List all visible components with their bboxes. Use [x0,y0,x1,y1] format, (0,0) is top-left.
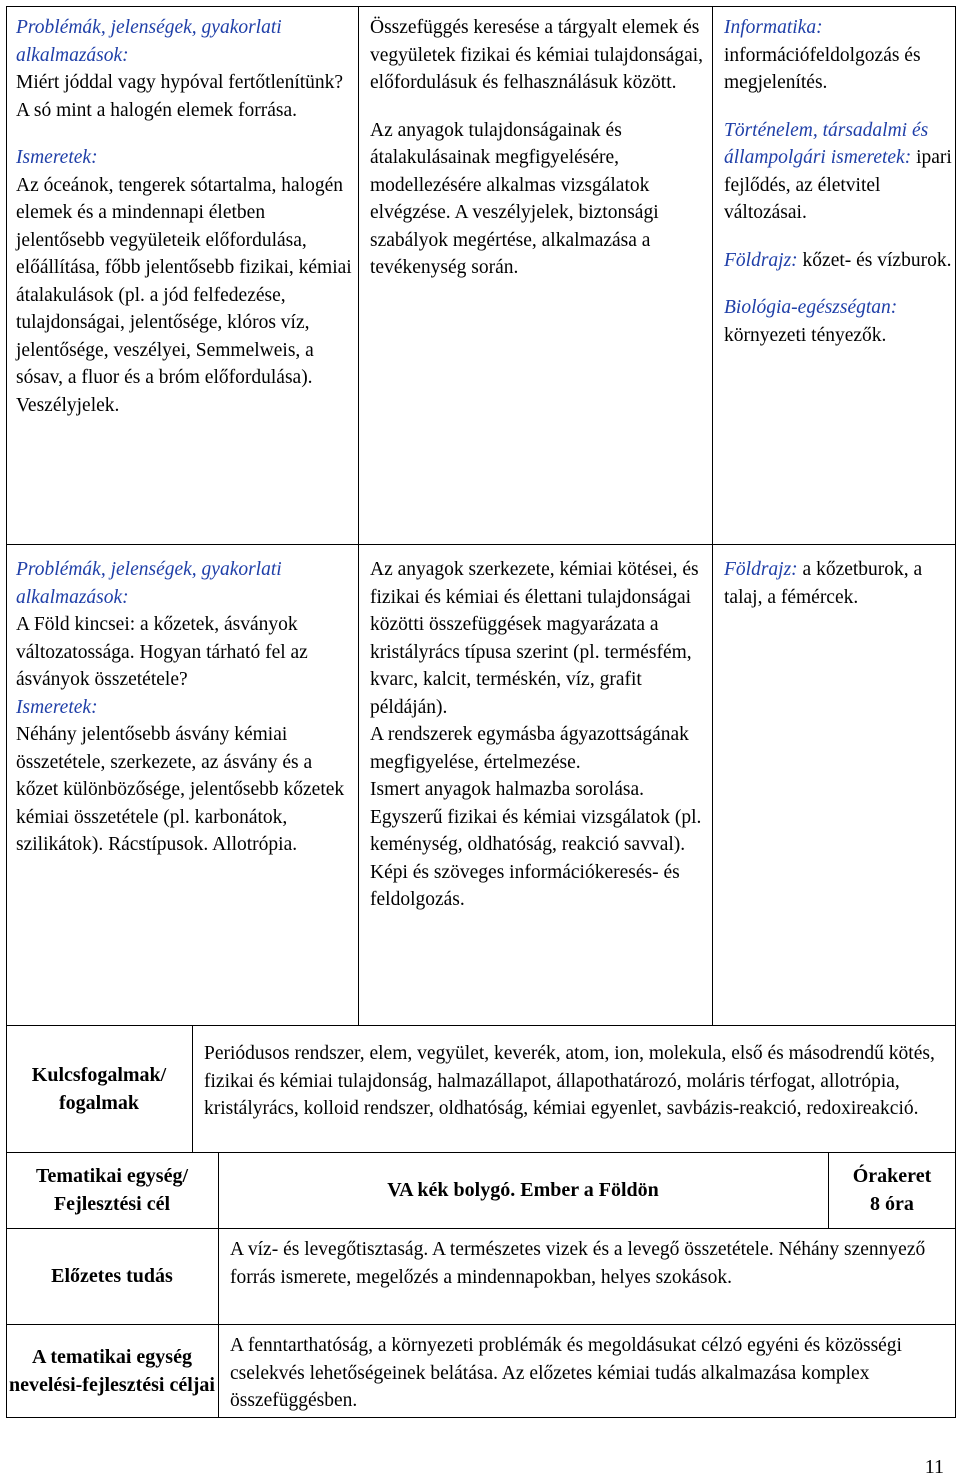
keywords-text: Periódusos rendszer, elem, vegyület, keverék, atom, ion, molekula, első és másodrendű kötés, fizikai és kémiai tulajdonság, halmazállapot, állapothatározó, moláris térfogat, allotrópia, kristályrács, kolloid rendszer, oldhatóság, kémiai egyenlet, savbázis-reakció, redoxireakció. [204,1043,935,1119]
skills-paragraph: Az anyagok szerkezete, kémiai kötései, és fizikai és kémiai és élettani tulajdonságai közötti összefüggések magyarázata a kristályrács típusa szerint (pl. termésfém, kvarc, kalcit, terméskén, víz, grafit példáján). [370,559,699,718]
foldrajz-label: Földrajz: [724,249,798,271]
knowledge-text: Az óceánok, tengerek sótartalma, halogén elemek és a mindennapi életben jelentősebb vegyületeik előfordulása, előállítása, főbb jelentősebb fizikai, kémiai átalakulások (pl. a jód felfedezése, tulajdonságai, jelentősége, klóros víz, jelentősége, veszélyei, Semmelweis, a sósav, a fluor és a bróm előfordulása). Veszélyjelek. [16,174,352,416]
row-divider [6,544,956,545]
problems-label: Problémák, jelenségek, gyakorlati alkalmazások: [16,17,282,66]
tortenelem-text: ipari fejlődés, az életvitel változásai. [724,147,952,223]
knowledge-label: Ismeretek: [16,147,98,168]
informatika-label: Informatika: [724,17,823,38]
biologia-label: Biológia-egészségtan: [724,297,898,318]
problems-text: A Föld kincsei: a kőzetek, ásványok változatossága. Hogyan tárható fel az ásványok összetétele? [16,614,308,690]
column-divider [712,6,713,1026]
problems-label: Problémák, jelenségek, gyakorlati alkalmazások: [16,559,282,608]
foldrajz-text: kőzet- és vízburok. [802,249,952,271]
row2-col3-cell [724,556,952,611]
unit-label: Tematikai egység/ Fejlesztési cél [35,1165,189,1215]
row2-col1-cell [16,556,352,859]
skills-paragraph: A rendszerek egymásba ágyazottságának megfigyelése, értelmezése. [370,724,689,773]
prior-knowledge-text: A víz- és levegőtisztaság. A természetes vizek és a levegő összetétele. Néhány szennyező forrás ismerete, megelőzés a mindennapokban, helyes szokások. [230,1239,926,1288]
hours-box [828,1152,956,1228]
tortenelem-label: Történelem, társadalmi és állampolgári ismeretek: [724,119,929,168]
skills-paragraph: Ismert anyagok halmazba sorolása. Egyszerű fizikai és kémiai vizsgálatok (pl. keménység, oldhatóság, reakció savval). Képi és szöveges információkeresés- és feldolgozás. [370,779,702,910]
skills-paragraph: Összefüggés keresése a tárgyalt elemek és vegyületek fizikai és kémiai tulajdonságai, előfordulásuk és felhasználásuk között. [370,17,704,93]
page-number: 11 [924,1456,944,1478]
skills-paragraph: Az anyagok tulajdonságainak és átalakulásainak megfigyelésére, modellezésére alkalmas vizsgálatok elvégzése. A veszélyjelek, biztonsági szabályok megértése, alkalmazása a tevékenység során. [370,119,659,278]
row1-col1-cell [16,14,352,419]
problems-text: Miért jóddal vagy hypóval fertőtlenítünk? A só mint a halogén elemek forrása. [16,72,344,121]
keywords-divider [192,1026,193,1152]
prior-knowledge-label: Előzetes tudás [51,1265,173,1287]
column-divider [358,6,359,1026]
informatika-text: információfeldolgozás és megjelenítés. [724,44,921,93]
row1-col2-cell [370,14,704,282]
knowledge-text: Néhány jelentősebb ásvány kémiai összetétele, szerkezete, az ásvány és a kőzet különbözősége, jelentősebb kőzetek kémiai összetétele (pl. karbonátok, szilikátok). Rácstípusok. Allotrópia. [16,724,345,855]
foldrajz-label: Földrajz: [724,559,798,580]
knowledge-label: Ismeretek: [16,696,98,718]
hours-value: 8 óra [870,1193,914,1215]
foldrajz-text: a kőzetburok, a talaj, a fémércek. [724,559,923,608]
biologia-text: környezeti tényezők. [724,324,887,346]
goals-text: A fenntarthatóság, a környezeti problémák és megoldásukat célzó egyéni és közösségi cselekvés lehetőségeinek belátása. Az előzetes kémiai tudás alkalmazása komplex összefüggésben. [230,1335,902,1411]
keywords-label: Kulcsfogalmak/ fogalmak [31,1064,167,1114]
row2-col2-cell [370,556,704,914]
goals-label: A tematikai egység nevelési-fejlesztési céljai [8,1346,215,1396]
unit-title: VA kék bolygó. Ember a Földön [387,1179,659,1201]
row1-col3-cell [724,14,952,349]
hours-label: Órakeret [852,1165,932,1187]
